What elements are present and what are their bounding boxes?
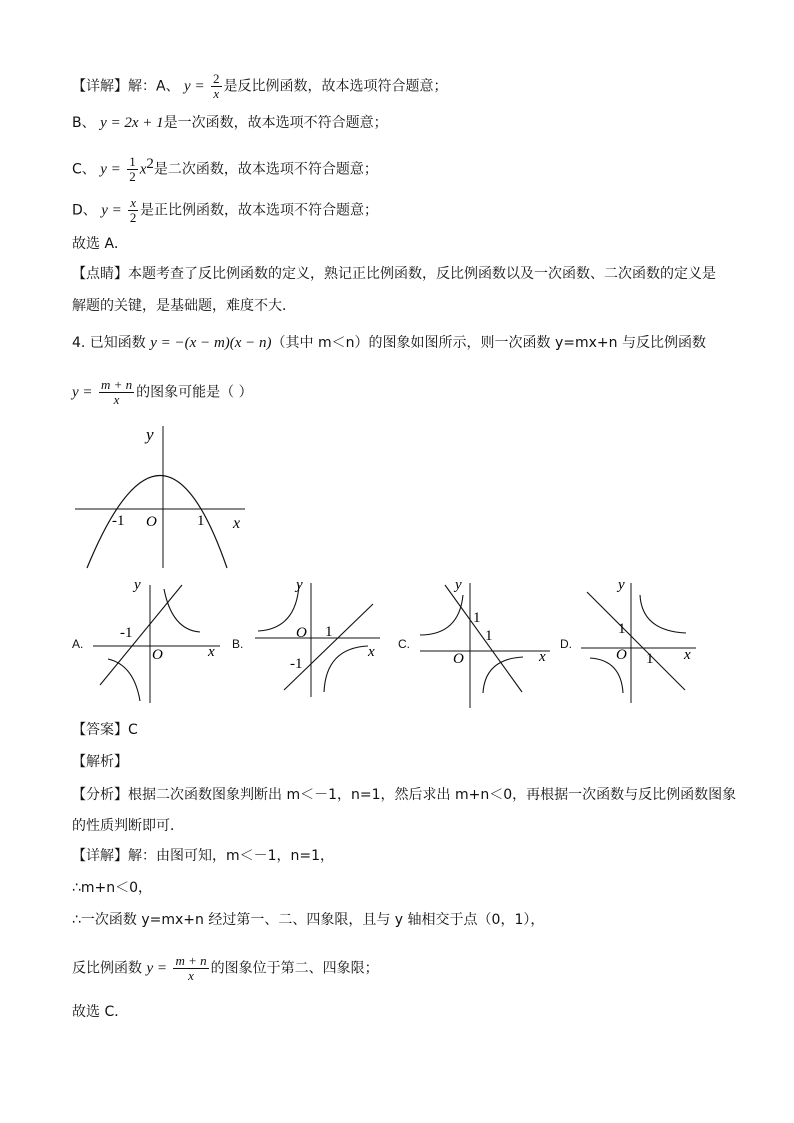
math-y: y = [100, 161, 121, 178]
xj-line-4 [72, 954, 379, 983]
text: 本题考查了反比例函数的定义，熟记正比例函数，反比例函数以及一次函数、二次函数的定义是 [128, 266, 716, 282]
parabola-graph [70, 418, 260, 573]
text: 的图象可能是（ ） [136, 384, 253, 401]
hyperbola-branch-1 [640, 595, 686, 633]
fraction-1-over-2 [127, 155, 138, 184]
hyperbola-branch-2 [108, 659, 140, 701]
origin-label: O [146, 514, 157, 530]
frac-den: 2 [129, 169, 136, 185]
text: D、 [72, 202, 97, 219]
hyperbola-branch-2 [483, 657, 523, 693]
x-label: x [684, 647, 691, 663]
tick-neg1: -1 [112, 513, 125, 529]
question-4-line-2 [72, 378, 253, 407]
option-c-label: C. [398, 637, 410, 651]
hyperbola-branch-1 [258, 585, 299, 631]
frac-num: m + n [175, 953, 207, 968]
x-label: x [539, 649, 546, 665]
math-y: y = [72, 384, 93, 401]
fraction-mn-over-x [99, 378, 134, 407]
math-q4-expr: y = −(x − m)(x − n) [150, 335, 272, 351]
option-a-label: A. [72, 637, 84, 651]
remark-line [72, 264, 716, 284]
origin-label: O [152, 647, 163, 663]
y-label: y [296, 577, 303, 593]
xj-line-5: 故选 C． [72, 1004, 129, 1020]
fx-line-2: 的性质判断即可． [72, 818, 184, 834]
detail-tag: 【详解】 [72, 78, 128, 95]
frac-den: 2 [129, 210, 137, 225]
answer-value: C [128, 722, 138, 738]
text: C、 [72, 161, 96, 178]
origin-label: O [296, 625, 307, 641]
xj-tag: 【详解】 [72, 848, 128, 864]
option-b-label: B. [232, 637, 244, 651]
y-label: y [618, 577, 625, 593]
x-label: x [368, 644, 375, 660]
text: 的图象位于第二、四象限； [210, 960, 379, 977]
xj-line-3: ∴一次函数 y=mx+n 经过第一、二、四象限，且与 y 轴相交于点（0，1）， [72, 912, 545, 928]
option-c-graph [415, 575, 555, 710]
detail-line-c [72, 154, 378, 184]
xj-line-2: ∴m+n＜0， [72, 880, 153, 896]
math-y: y = [146, 960, 167, 977]
frac-num: 2 [213, 71, 220, 86]
tick-label: -1 [120, 625, 133, 641]
tick-1: 1 [197, 513, 205, 529]
frac-den: x [188, 968, 194, 983]
tick-label-1: 1 [473, 610, 481, 626]
option-a-graph [88, 575, 228, 705]
frac-den: x [113, 392, 120, 407]
x-label: x [233, 515, 241, 532]
fraction-2-over-x [211, 72, 222, 101]
linear-line [587, 592, 685, 690]
text: 是反比例函数，故本选项符合题意； [223, 78, 448, 95]
frac-num: 1 [129, 154, 136, 170]
y-label: y [455, 577, 462, 593]
answer-tag: 【答案】 [72, 722, 128, 738]
fx-line-1 [72, 785, 736, 805]
text: 根据二次函数图象判断出 m＜－1，n=1，然后求出 m+n＜0，再根据一次函数与反比例函数图象 [128, 787, 737, 803]
hyperbola-branch-1 [164, 589, 200, 632]
answer-line [72, 720, 138, 740]
fraction-mn-over-x [173, 954, 208, 983]
text: 是正比例函数，故本选项不符合题意； [140, 202, 378, 219]
origin-label: O [616, 647, 627, 663]
fraction-x-over-2 [128, 196, 138, 225]
question-4-line [72, 333, 706, 353]
remark-line-2: 解题的关键，是基础题，难度不大． [72, 298, 296, 314]
parabola-curve [87, 476, 227, 569]
tick-label-2: -1 [290, 656, 303, 672]
fx-tag: 【分析】 [72, 787, 128, 803]
tick-label-2: 1 [646, 651, 654, 667]
text: 解：由图可知，m＜－1，n=1， [128, 848, 335, 864]
option-d-label: D. [560, 637, 572, 651]
analysis-heading: 【解析】 [72, 754, 128, 770]
text: 4. 已知函数 [72, 335, 146, 351]
frac-num: m + n [100, 377, 133, 392]
math-x: x [139, 161, 147, 178]
text: 解：A、 [128, 78, 180, 95]
origin-label: O [453, 651, 464, 667]
tick-label-1: 1 [325, 624, 333, 640]
math-y: y = [184, 78, 205, 95]
math-sup: 2 [146, 156, 154, 172]
x-label: x [208, 644, 215, 660]
remark-tag: 【点睛】 [72, 266, 128, 282]
option-d-graph [576, 575, 716, 705]
linear-line [445, 585, 522, 692]
detail-line-a [72, 72, 448, 101]
choice-line: 故选 A． [72, 236, 129, 252]
text: 反比例函数 [72, 960, 142, 977]
xj-line-1 [72, 846, 334, 866]
linear-line [100, 585, 182, 685]
frac-num: x [130, 195, 136, 210]
y-label: y [146, 425, 154, 444]
hyperbola-branch-2 [324, 646, 368, 692]
tick-label-2: 1 [485, 628, 493, 644]
detail-line-b [72, 113, 388, 133]
detail-line-d [72, 196, 378, 225]
frac-den: x [213, 86, 220, 101]
option-b-graph [250, 575, 390, 705]
math-y: y = [101, 202, 122, 219]
math-expr-b: y = 2x + 1 [100, 115, 164, 131]
text: 是一次函数，故本选项不符合题意； [163, 115, 388, 131]
tick-label-1: 1 [618, 621, 626, 637]
text: （其中 m＜n）的图象如图所示，则一次函数 y=mx+n 与反比例函数 [271, 335, 706, 351]
y-label: y [134, 577, 141, 593]
text: B、 [72, 115, 96, 131]
hyperbola-branch-2 [590, 658, 623, 693]
text: 是二次函数，故本选项不符合题意； [153, 161, 378, 178]
